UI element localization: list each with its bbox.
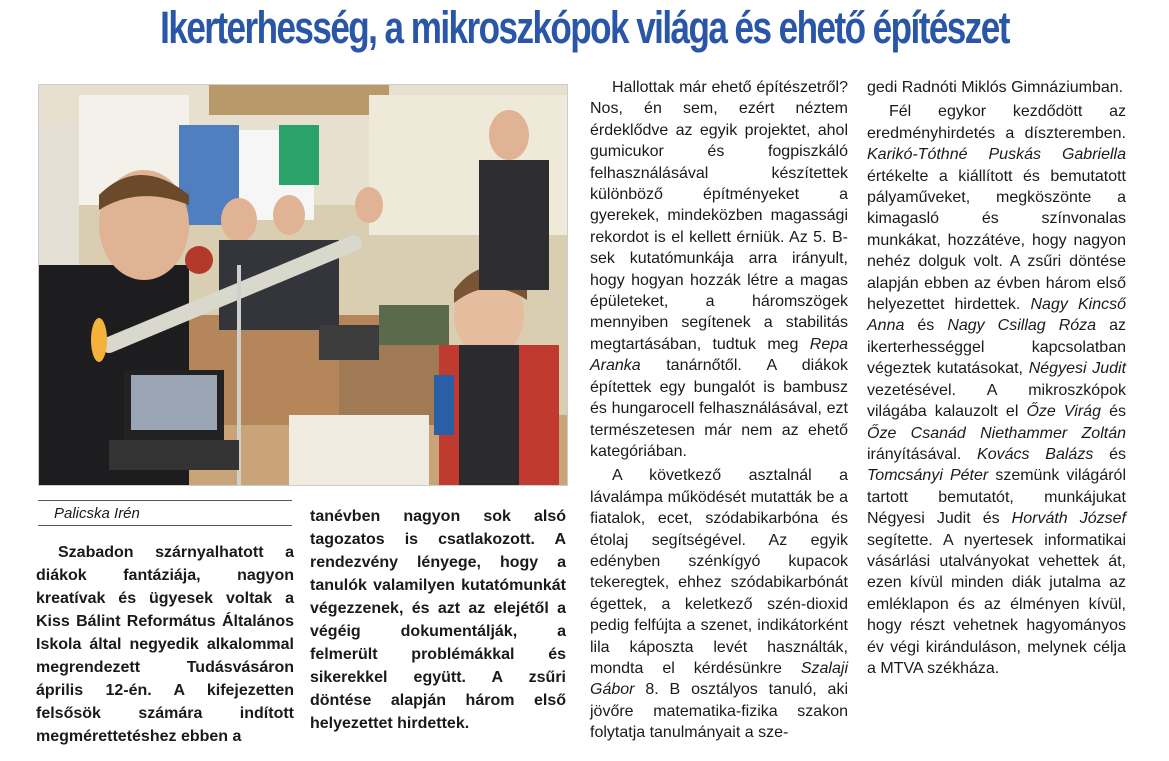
person-name: Tomcsányi Péter: [867, 467, 989, 485]
paragraph-continued: gedi Radnóti Miklós Gimnáziumban.: [867, 79, 1124, 96]
text: Hallottak már ehető építészetről? Nos, én sem, ezért néztem érdeklődve az egyik projektet, ahol gumicukor és fogpiszkáló felhasználásával készítettek különböző építményeket a gyerekek, mindeközben magassági rekordot is el kellett érniük. Az 5. B-sek kutatómunkája arra irányult, hogy hogyan hozzák létre a magas épületeket, a háromszögek mennyiben segítenek a stabilitás megtartásában, tudtuk meg: [590, 79, 848, 353]
lead-paragraph: Szabadon szárnyalhatott a diákok fantáziája, nagyon kreatívak és ügyesek voltak a Kiss Bálint Református Általános Iskola által negyedik alkalommal megrendezett Tudásvásáron április 12-én. A kifejezetten felsősök számára indított megmérettetéshez ebben a: [36, 544, 294, 745]
body-column-4: [867, 77, 1126, 679]
paragraph: [867, 101, 1126, 679]
lead-column-2: [310, 505, 566, 735]
person-name: Őze Virág: [1026, 403, 1101, 421]
person-name: Nagy Csillag Róza: [947, 317, 1097, 335]
paragraph: [590, 77, 848, 462]
article-photo: [38, 84, 568, 486]
text: és: [1109, 445, 1126, 463]
person-name: Repa Aranka: [590, 335, 849, 375]
paragraph: [590, 465, 848, 743]
text: és: [1109, 403, 1126, 421]
text: szemünk világáról tartott bemutatót, munkájukat Négyesi Judit és: [867, 467, 1127, 528]
byline: [38, 500, 292, 526]
text: segítette. A nyertesek informatikai vásárlási utalványokat vehettek át, ezen kívül minden diák jutalma az emléklapon és az élményen kívül, hogy részt vehetnek hagyományos év végi kiránduláson, melynek célja a MTVA székháza.: [867, 531, 1126, 677]
lead-paragraph-continued: tanévben nagyon sok alsó tagozatos is csatlakozott. A rendezvény lényege, hogy a tanulók valamilyen kutatómunkát végezzenek, és azt az elejétől a végéig dokumentálják, a felmerült problémákkal és sikerekkel együtt. A zsűri döntése alapján három első helyezettet hirdettek.: [310, 508, 566, 732]
person-name: Horváth József: [1011, 510, 1126, 528]
lead-column-1: [36, 541, 294, 748]
headline: Ikerterhesség, a mikroszkópok világa és ehető építészet: [160, 2, 1009, 53]
person-name: Szalaji Gábor: [590, 659, 848, 699]
text: A következő asztalnál a lávalámpa működését mutatták be a fiatalok, ecet, szódabikarbóna és étolaj segítségével. Az egyik edényben szénkígyó kupacok tekeregtek, ehhez szódabikarbónát égettek, a keletkező szén-dioxid pedig felfújta a szenet, indikátorként lila káposzta levét használták, mondta el kérdésünkre: [590, 467, 848, 677]
text: és: [917, 317, 935, 335]
text: tanárnőtől. A diákok építettek egy bungalót is bambusz és hungarocell felhasználásával, ezt természetesen már nem az ehető kategóriában.: [590, 357, 848, 460]
person-name: Karikó-Tóthné Puskás Gabriella: [867, 146, 1126, 164]
text: vezetésével. A mikroszkópok világába kalauzolt el: [867, 381, 1126, 421]
person-name: Őze Csanád Niethammer Zoltán: [867, 424, 1126, 442]
text: 8. B osztályos tanuló, aki jövőre matematika-fizika szakon folytatja tanulmányait a sze-: [590, 681, 849, 742]
person-name: Négyesi Judit: [1028, 360, 1127, 378]
text: az ikerterhességgel kapcsolatban végeztek kutatásokat,: [867, 317, 1126, 378]
person-name: Nagy Kincső Anna: [867, 296, 1126, 335]
author-name: Palicska Irén: [54, 505, 140, 522]
classroom-photo: [39, 85, 567, 485]
text: Fél egykor kezdődött az eredményhirdetés a díszteremben.: [867, 103, 1126, 142]
person-name: Kovács Balázs: [977, 445, 1094, 463]
text: irányításával.: [867, 445, 962, 463]
body-column-3: [590, 77, 848, 744]
text: értékelte a kiállított és bemutatott pályaműveket, megköszönte a kimagasló és színvonalas munkákat, hozzátéve, hogy nagyon nehéz dolguk volt. A zsűri döntése alapján ebben az évben három első helyezettet hirdettek.: [867, 167, 1126, 314]
